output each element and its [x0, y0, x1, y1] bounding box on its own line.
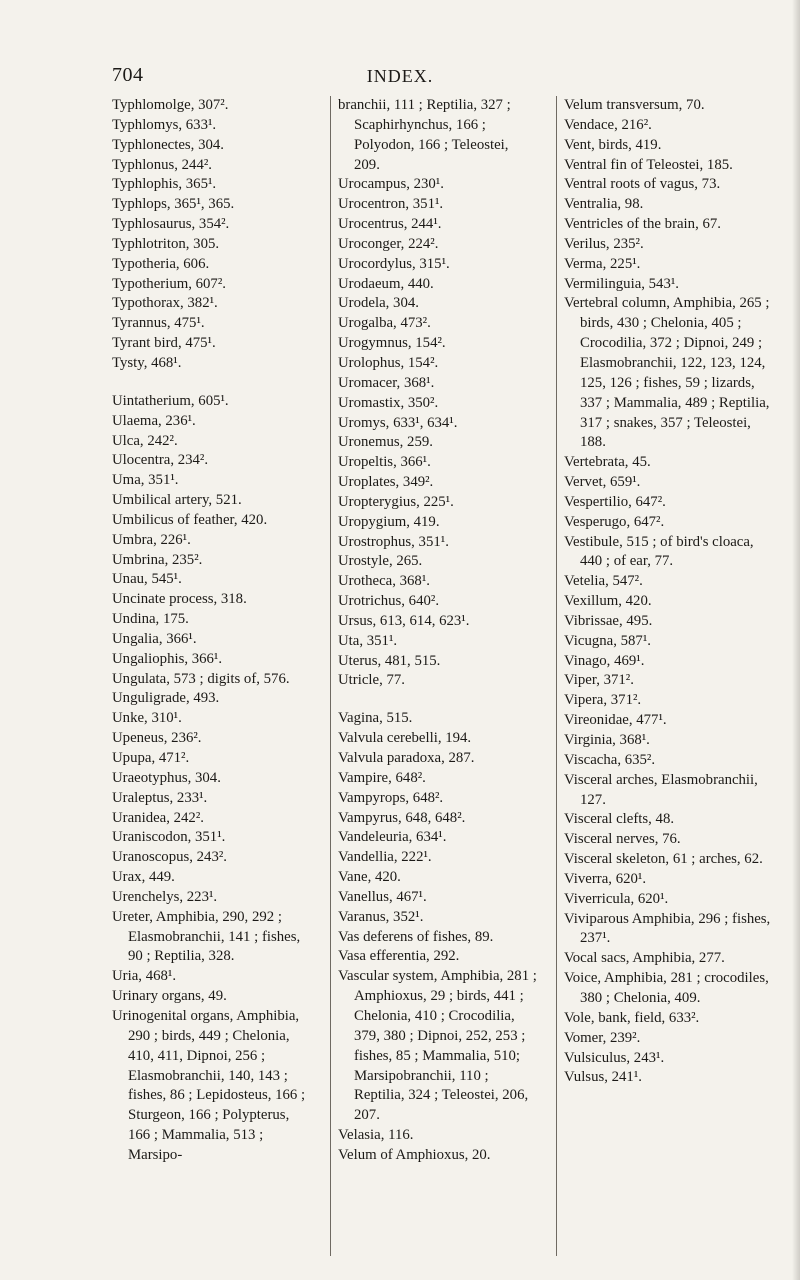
letter-group-gap	[112, 374, 312, 392]
index-entry: Umbra, 226¹.	[112, 531, 191, 548]
index-entry: Vasa efferentia, 292.	[338, 948, 460, 965]
index-entry: Visceral skeleton, 61 ; arches, 62.	[564, 851, 763, 868]
index-entry: Vespertilio, 647².	[564, 493, 666, 510]
index-entry: Tyrant bird, 475¹.	[112, 335, 216, 352]
index-entry: Vampire, 648².	[338, 769, 426, 786]
index-entry: Uronemus, 259.	[338, 434, 433, 451]
index-entry: Vampyrops, 648².	[338, 789, 444, 806]
index-entry: Utricle, 77.	[338, 672, 405, 689]
index-entry: Uraleptus, 233¹.	[112, 789, 208, 806]
index-entry: Tyrannus, 475¹.	[112, 315, 205, 332]
index-column-2	[330, 96, 538, 1256]
index-entry: Viscacha, 635².	[564, 751, 656, 768]
index-entry: Umbilicus of feather, 420.	[112, 511, 268, 528]
index-entry: Uromys, 633¹, 634¹.	[338, 414, 458, 431]
index-entry: Uranoscopus, 243².	[112, 849, 227, 866]
index-entry: Urocentron, 351¹.	[338, 196, 444, 213]
index-entry: Vicugna, 587¹.	[564, 632, 651, 649]
index-entry: Voice, Amphibia, 281 ; crocodiles, 380 ; Chelonia, 409.	[564, 970, 769, 1006]
index-entry: Ursus, 613, 614, 623¹.	[338, 612, 470, 629]
index-entry: Typhlops, 365¹, 365.	[112, 196, 235, 213]
index-column-1	[112, 96, 312, 1256]
index-entry: Urocampus, 230¹.	[338, 176, 444, 193]
index-entry: Uraniscodon, 351¹.	[112, 829, 226, 846]
index-entry: Umbrina, 235².	[112, 551, 203, 568]
index-entry: Urenchelys, 223¹.	[112, 888, 218, 905]
index-entry: Vinago, 469¹.	[564, 652, 645, 669]
index-entry: Verilus, 235².	[564, 235, 644, 252]
index-entry: Visceral arches, Elasmobranchii, 127.	[564, 771, 758, 808]
index-column-3	[556, 96, 774, 1256]
index-entry: Visceral nerves, 76.	[564, 831, 681, 848]
index-entry: Verma, 225¹.	[564, 255, 641, 272]
index-entry: Unguligrade, 493.	[112, 690, 220, 707]
index-entry: Uranidea, 242².	[112, 809, 204, 826]
index-entry: Urogalba, 473².	[338, 315, 431, 332]
index-entry: Urotheca, 368¹.	[338, 573, 430, 590]
index-entry: Vervet, 659¹.	[564, 474, 641, 491]
index-entry: Typhlotriton, 305.	[112, 235, 220, 252]
index-entry: Vesperugo, 647².	[564, 513, 665, 530]
index-entry: Vandeleuria, 634¹.	[338, 829, 447, 846]
index-entry: Uria, 468¹.	[112, 968, 177, 985]
running-head: INDEX.	[366, 66, 434, 86]
index-entry: Velasia, 116.	[338, 1127, 414, 1144]
index-entry: Urodaeum, 440.	[338, 275, 434, 292]
index-entry: Uterus, 481, 515.	[338, 652, 441, 669]
index-entry: Ulaema, 236¹.	[112, 412, 196, 429]
index-entry: Uroconger, 224².	[338, 235, 439, 252]
index-entry: Vulsus, 241¹.	[564, 1069, 642, 1086]
index-entry: Uropeltis, 366¹.	[338, 454, 431, 471]
index-entry: Viviparous Amphibia, 296 ; fishes, 237¹.	[564, 910, 771, 947]
index-entry: Urocordylus, 315¹.	[338, 255, 450, 272]
index-entry: branchii, 111 ; Reptilia, 327 ; Scaphirhynchus, 166 ; Polyodon, 166 ; Teleostei, 209.	[338, 97, 511, 173]
index-entry: Vulsiculus, 243¹.	[564, 1049, 665, 1066]
index-entry: Vole, bank, field, 633².	[564, 1009, 700, 1026]
index-entry: Uropygium, 419.	[338, 513, 440, 530]
index-entry: Vampyrus, 648, 648².	[338, 809, 466, 826]
index-entry: Typhlonectes, 304.	[112, 136, 224, 153]
index-entry: Vendace, 216².	[564, 116, 652, 133]
index-entry: Vas deferens of fishes, 89.	[338, 928, 494, 945]
index-entry: Ungalia, 366¹.	[112, 630, 197, 647]
index-entry: Uromacer, 368¹.	[338, 374, 435, 391]
index-entry: Uintatherium, 605¹.	[112, 392, 229, 409]
index-entry: Urogymnus, 154².	[338, 335, 446, 352]
index-entry: Typhlosaurus, 354².	[112, 216, 230, 233]
letter-group-gap	[338, 691, 538, 709]
index-entry: Vomer, 239².	[564, 1029, 641, 1046]
index-entry: Viverricula, 620¹.	[564, 890, 669, 907]
index-entry: Unau, 545¹.	[112, 571, 182, 588]
index-entry: Visceral clefts, 48.	[564, 811, 675, 828]
index-entry: Uraeotyphus, 304.	[112, 769, 221, 786]
index-entry: Tysty, 468¹.	[112, 354, 182, 371]
index-entry: Vexillum, 420.	[564, 593, 652, 610]
index-entry: Typhlomys, 633¹.	[112, 116, 217, 133]
page-edge-shadow	[792, 0, 800, 1280]
index-entry: Vocal sacs, Amphibia, 277.	[564, 950, 725, 967]
index-entry: Vertebrata, 45.	[564, 454, 651, 471]
index-entry: Ventral fin of Teleostei, 185.	[564, 156, 733, 173]
index-entry: Uroplates, 349².	[338, 474, 434, 491]
index-entry: Vireonidae, 477¹.	[564, 712, 667, 729]
index-entry: Urodela, 304.	[338, 295, 419, 312]
index-entry: Urinogenital organs, Amphibia, 290 ; birds, 449 ; Chelonia, 410, 411, Dipnoi, 256 ; Elasmobranchii, 140, 143 ; fishes, 86 ; Lepidosteus, 166 ; Sturgeon, 166 ; Polypterus, 166 ; Mammalia, 513 ; Marsipo-	[112, 1007, 306, 1163]
index-entry: Uromastix, 350².	[338, 394, 439, 411]
index-entry: Vascular system, Amphibia, 281 ; Amphioxus, 29 ; birds, 441 ; Chelonia, 410 ; Crocodilia, 379, 380 ; Dipnoi, 252, 253 ; fishes, 85 ; Mammalia, 510; Marsipobranchii, 110 ; Reptilia, 324 ; Teleostei, 206, 207.	[338, 968, 537, 1124]
index-entry: Upeneus, 236².	[112, 730, 202, 747]
index-entry: Ulca, 242².	[112, 432, 178, 449]
index-entry: Typothorax, 382¹.	[112, 295, 218, 312]
index-entry: Ureter, Amphibia, 290, 292 ; Elasmobranchii, 141 ; fishes, 90 ; Reptilia, 328.	[112, 908, 301, 965]
index-entry: Ventralia, 98.	[564, 196, 644, 213]
index-entry: Typhlophis, 365¹.	[112, 176, 217, 193]
index-entry: Urocentrus, 244¹.	[338, 216, 442, 233]
index-entry: Velum of Amphioxus, 20.	[338, 1146, 491, 1163]
index-entry: Vermilinguia, 543¹.	[564, 275, 679, 292]
index-entry: Valvula paradoxa, 287.	[338, 750, 475, 766]
index-entry: Typhlomolge, 307².	[112, 97, 229, 113]
index-entry: Varanus, 352¹.	[338, 908, 424, 925]
index-entry: Urostyle, 265.	[338, 553, 423, 570]
index-entry: Ulocentra, 234².	[112, 452, 209, 469]
index-entry: Viverra, 620¹.	[564, 870, 647, 887]
index-entry: Urolophus, 154².	[338, 354, 439, 371]
index-entry: Uta, 351¹.	[338, 632, 398, 649]
index-entry: Typotherium, 607².	[112, 275, 226, 292]
index-entry: Velum transversum, 70.	[564, 97, 705, 113]
index-entry: Ventral roots of vagus, 73.	[564, 176, 721, 193]
index-entry: Vibrissae, 495.	[564, 612, 653, 629]
index-entry: Umbilical artery, 521.	[112, 492, 242, 509]
index-entry: Urostrophus, 351¹.	[338, 533, 449, 550]
index-entry: Urotrichus, 640².	[338, 593, 440, 610]
index-entry: Valvula cerebelli, 194.	[338, 730, 472, 747]
index-entry: Upupa, 471².	[112, 750, 190, 766]
index-entry: Undina, 175.	[112, 611, 189, 628]
index-entry: Ungulata, 573 ; digits of, 576.	[112, 670, 290, 687]
index-entry: Typotheria, 606.	[112, 255, 210, 272]
index-entry: Vertebral column, Amphibia, 265 ; birds, 430 ; Chelonia, 405 ; Crocodilia, 372 ; Dipnoi, 249 ; Elasmobranchii, 122, 123, 124, 125, 126 ; fishes, 59 ; lizards, 337 ; Mammalia, 489 ; Reptilia, 317 ; snakes, 357 ; Teleostei, 188.	[564, 295, 770, 451]
index-entry: Unke, 310¹.	[112, 710, 182, 727]
index-entry: Vent, birds, 419.	[564, 136, 662, 153]
index-entry: Ventricles of the brain, 67.	[564, 216, 721, 233]
index-entry: Vipera, 371².	[564, 692, 642, 709]
index-entry: Vane, 420.	[338, 869, 401, 886]
index-entry: Ungaliophis, 366¹.	[112, 650, 223, 667]
page-number: 704	[112, 64, 144, 86]
index-entry: Vestibule, 515 ; of bird's cloaca, 440 ; of ear, 77.	[564, 533, 754, 570]
index-entry: Uncinate process, 318.	[112, 591, 247, 608]
index-entry: Vanellus, 467¹.	[338, 888, 427, 905]
index-columns	[112, 96, 772, 1256]
index-entry: Urax, 449.	[112, 869, 175, 886]
index-entry: Typhlonus, 244².	[112, 156, 212, 173]
index-entry: Virginia, 368¹.	[564, 732, 650, 748]
index-entry: Vetelia, 547².	[564, 573, 643, 590]
index-entry: Uropterygius, 225¹.	[338, 493, 454, 510]
index-entry: Urinary organs, 49.	[112, 988, 227, 1005]
index-entry: Uma, 351¹.	[112, 472, 179, 489]
index-entry: Vagina, 515.	[338, 710, 413, 727]
index-entry: Vandellia, 222¹.	[338, 849, 432, 866]
index-entry: Viper, 371².	[564, 672, 634, 689]
